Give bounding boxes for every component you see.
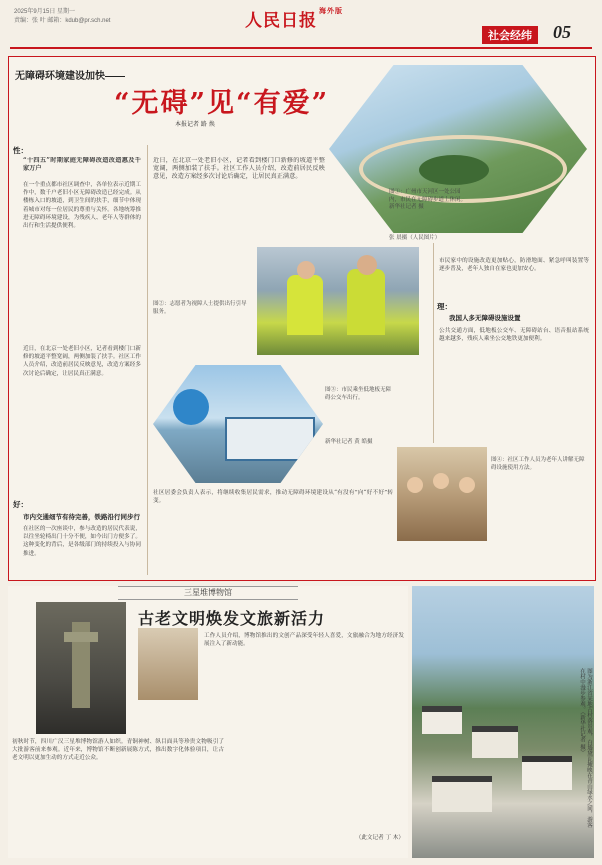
text-col-1: 在一个重点都市社区调查中，各单位表示近期工作中，数千户老旧小区无障碍改造已经完成。从楼栋入口的坡道，到卫生间的扶手，细节中体现着城市对每一位居民的尊重与关怀。各地统筹推进无障碍环境建设，为残疾人、老年人等群体的出行和生活提供便利。 [23,182,141,230]
subhead-3: 市内交通细节有待完善，铁路沿行同步行 [23,514,140,521]
article2-banner: 三星堆博物馆 [118,586,298,600]
editor-line: 责编：张 叶 邮箱：kdub@pr.sch.net [14,18,111,24]
article2-text-2: 工作人员介绍，博物馆推出的文创产品深受年轻人喜爱，文旅融合为地方经济发展注入了新动能。 [204,633,404,648]
village-caption: 图为浙江省某地古村落景观，白墙黛瓦掩映在青山绿水之间，游客在村中漫步参观。（新华社记者 摄） [579,668,592,828]
text-col-4: 公共交通方面，低地板公交车、无障碍站台、语音报站系统越来越多，残疾人乘坐公交地铁更加便利。 [439,328,589,343]
lead-text: “十四五”时期家庭无障碍改造改造惠及千家万户 [23,157,141,173]
logo-text: 人民日报 [245,11,317,31]
article2-headline: 古老文明焕发文旅新活力 [138,609,326,628]
caption-mid: 图②：志愿者为视障人士提供出行引导服务。 [153,301,247,315]
text-col-5: 社区居委会负责人表示，将继续收集居民需求，推动无障碍环境建设从“有没有”向“好不好”转变。 [153,490,393,505]
caption-top: 图①：广州市天河区一处公园内，市民在无障碍步道上休闲。新华社记者 摄 [389,189,467,210]
text-col-2: 近日，在北京一处老旧小区，记者看到楼门口新修的坡道平整宽阔，两侧加装了扶手。社区工作人员介绍，改造前居民反映意见，改造方案经多次讨论后确定，让居民真正满意。 [153,157,325,181]
article-byline: 本报记者 路 焕 [175,121,215,128]
text-col-1c: 在社区的一次座谈中，参与改造的居民代表说，以往坐轮椅出门十分不便，如今出门方便多了。这种变化的背后，是各级部门的持续投入与协同推进。 [23,526,141,557]
volunteer-photo [257,247,419,355]
credit-top: 张 晨摄（人民图片） [389,235,441,241]
credit-mid: 新华社记者 黄 皓摄 [325,439,373,445]
column-divider-2 [433,243,434,443]
header-meta [14,8,110,26]
text-col-3: 市民家中的设施改造更加贴心，防滑地面、紧急呼叫装置等逐步普及，老年人独自在家也更加安心。 [439,258,589,273]
article-headline: “无碍”见“有爱” [114,88,330,119]
header-rule [10,47,592,49]
column-divider [147,145,148,575]
article2-footer: （此文记者 丁 木） [355,835,404,841]
subhead-5: 我国人多无障碍设施设置 [449,315,521,322]
caption-group: 图④：社区工作人员为老年人讲解无障碍设施使用方法。 [491,457,585,471]
logo-sub: 海外版 [319,6,343,15]
section-tag: 社会经纬 [482,26,538,44]
lead-article [8,56,596,581]
article-kicker: 无障碍环境建设加快—— [15,71,125,82]
subhead-2: 好： [13,500,28,509]
community-photo [397,447,487,541]
visitors-photo [138,628,198,700]
text-col-1b: 近日，在北京一处老旧小区，记者看到楼门口新修的坡道平整宽阔，两侧加装了扶手。社区工作人员介绍，改造前居民反映意见，改造方案经多次讨论后确定，让居民真正满意。 [23,346,141,377]
bus-stop-photo [153,365,323,483]
second-article [8,586,408,858]
subhead-4: 理： [437,302,452,311]
museum-photo [36,602,126,734]
page-number: 05 [553,22,571,42]
village-photo [412,586,594,858]
article2-text: 初秋时节，四川广汉三星堆博物馆游人如织。青铜神树、纵目面具等珍贵文物吸引了大批游客前来参观。近年来，博物馆不断创新展陈方式，推出数字化体验项目，让古老文明以更加生动的方式走近公众。 [12,739,224,762]
caption-bus: 图③：市民乘坐低地板无障碍公交车出行。 [325,387,392,401]
page-header [0,0,602,44]
date-line: 2025年9月15日 星期一 [14,9,76,15]
newspaper-logo [245,6,343,31]
subhead-1: 性： [13,146,28,155]
